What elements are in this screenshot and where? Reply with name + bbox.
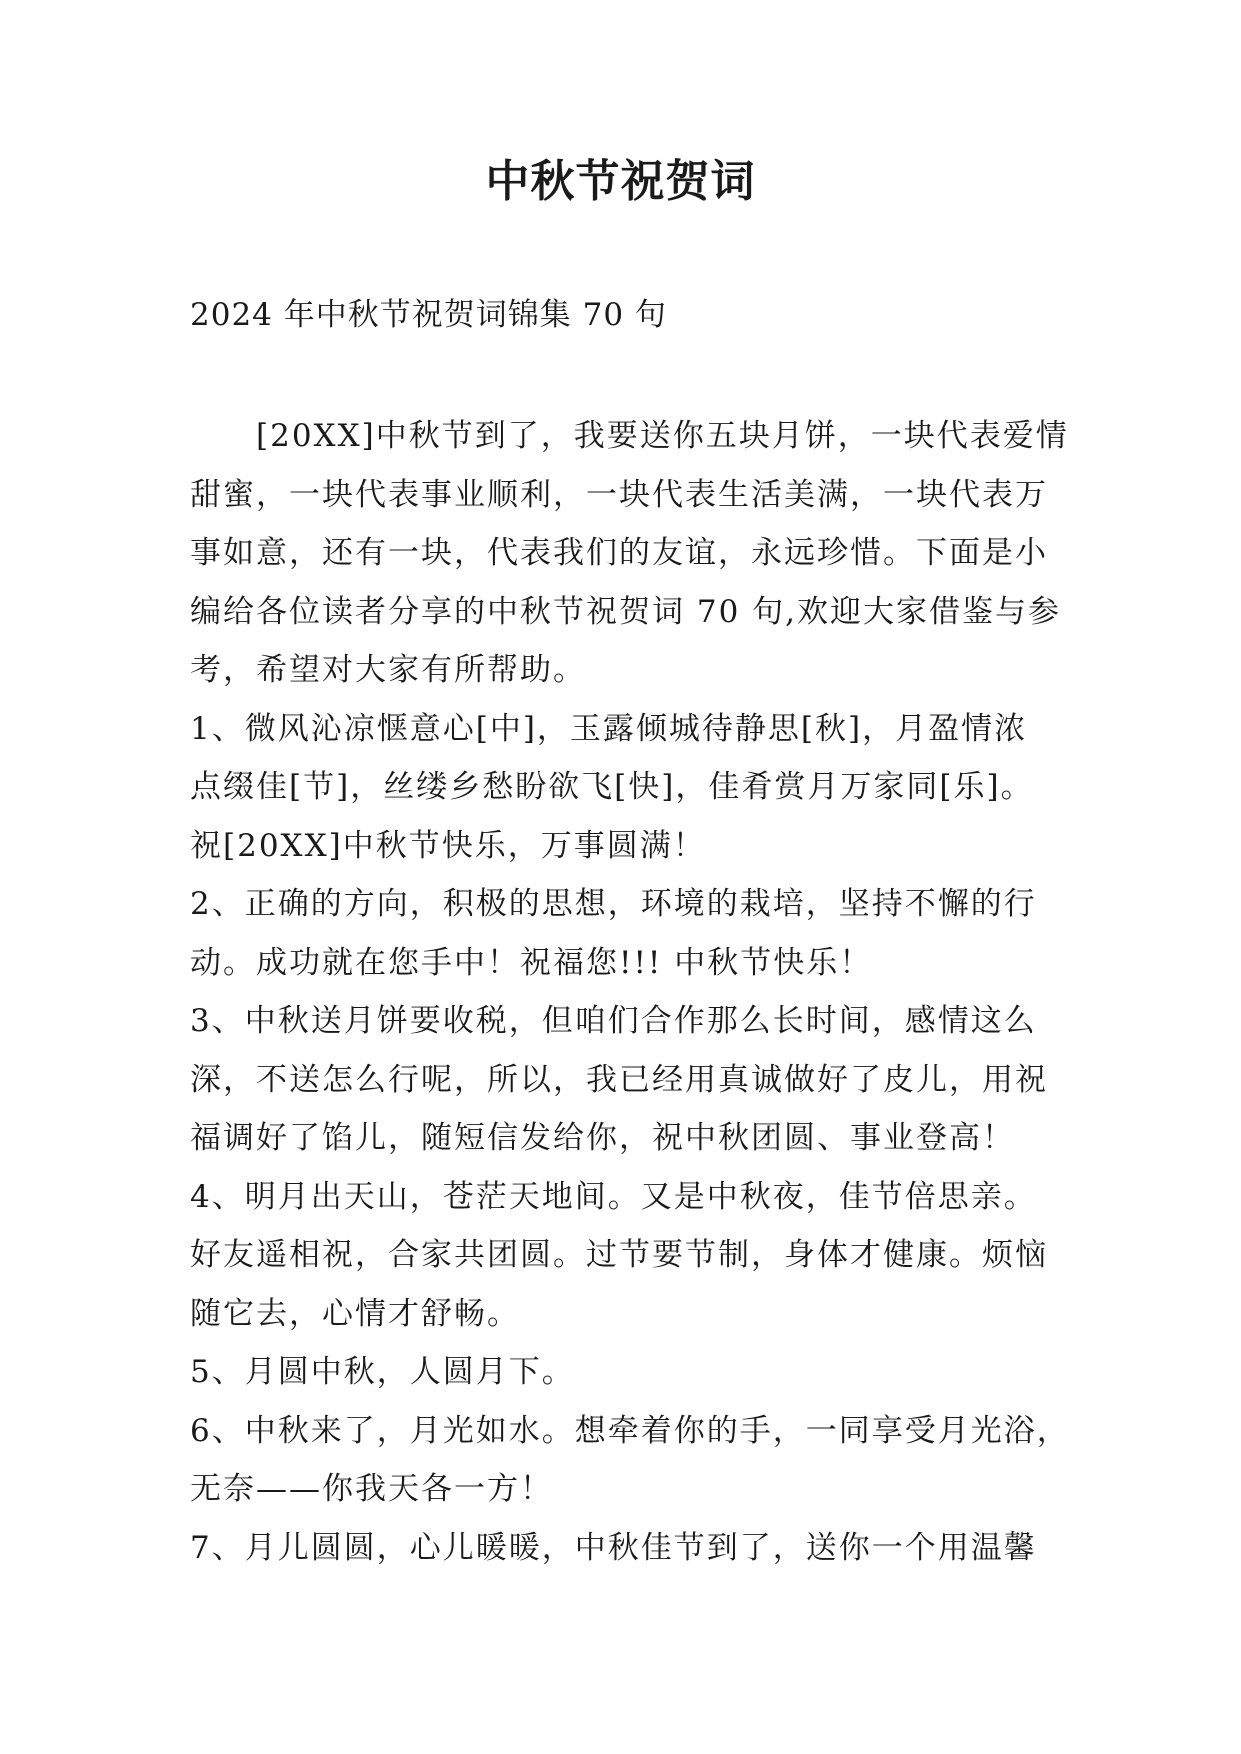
body-line: 事如意，还有一块，代表我们的友谊，永远珍惜。下面是小 (190, 535, 1048, 571)
body-line: 甜蜜，一块代表事业顺利，一块代表生活美满，一块代表万 (190, 476, 1048, 513)
body-line: 3、中秋送月饼要收税，但咱们合作那么长时间，感情这么 (190, 1003, 1037, 1039)
body-line: 好友遥相祝，合家共团圆。过节要节制，身体才健康。烦恼 (190, 1237, 1048, 1273)
body-line: 1、微风沁凉惬意心[中]，玉露倾城待静思[秋]，月盈情浓 (190, 710, 1028, 747)
body-line: 动。成功就在您手中！祝福您!!! 中秋节快乐！ (190, 944, 873, 981)
body-line: 4、明月出天山，苍茫天地间。又是中秋夜，佳节倍思亲。 (190, 1178, 1037, 1215)
document-title: 中秋节祝贺词 (485, 156, 756, 207)
document-subtitle: 2024 年中秋节祝贺词锦集 70 句 (190, 297, 667, 333)
document-body (190, 407, 1070, 1577)
body-line: 深，不送怎么行呢，所以，我已经用真诚做好了皮儿，用祝 (190, 1061, 1048, 1098)
body-line: 7、月儿圆圆，心儿暖暖，中秋佳节到了，送你一个用温馨 (190, 1529, 1037, 1566)
body-line: 祝[20XX]中秋节快乐，万事圆满！ (190, 827, 706, 864)
body-line: [20XX]中秋节到了，我要送你五块月饼，一块代表爱情 (256, 418, 1069, 454)
body-line: 点缀佳[节]，丝缕乡愁盼欲飞[快]，佳肴赏月万家同[乐]。 (190, 769, 1034, 805)
body-line: 无奈——你我天各一方！ (190, 1471, 553, 1507)
body-line: 福调好了馅儿，随短信发给你，祝中秋团圆、事业登高！ (190, 1120, 1015, 1156)
body-line: 编给各位读者分享的中秋节祝贺词 70 句,欢迎大家借鉴与参 (190, 593, 1062, 630)
body-line: 6、中秋来了，月光如水。想牵着你的手，一同享受月光浴， (190, 1412, 1070, 1449)
body-line: 5、月圆中秋，人圆月下。 (190, 1354, 575, 1390)
body-line: 随它去，心情才舒畅。 (190, 1295, 520, 1332)
body-line: 2、正确的方向，积极的思想，环境的栽培，坚持不懈的行 (190, 886, 1037, 922)
body-line: 考，希望对大家有所帮助。 (190, 652, 586, 688)
